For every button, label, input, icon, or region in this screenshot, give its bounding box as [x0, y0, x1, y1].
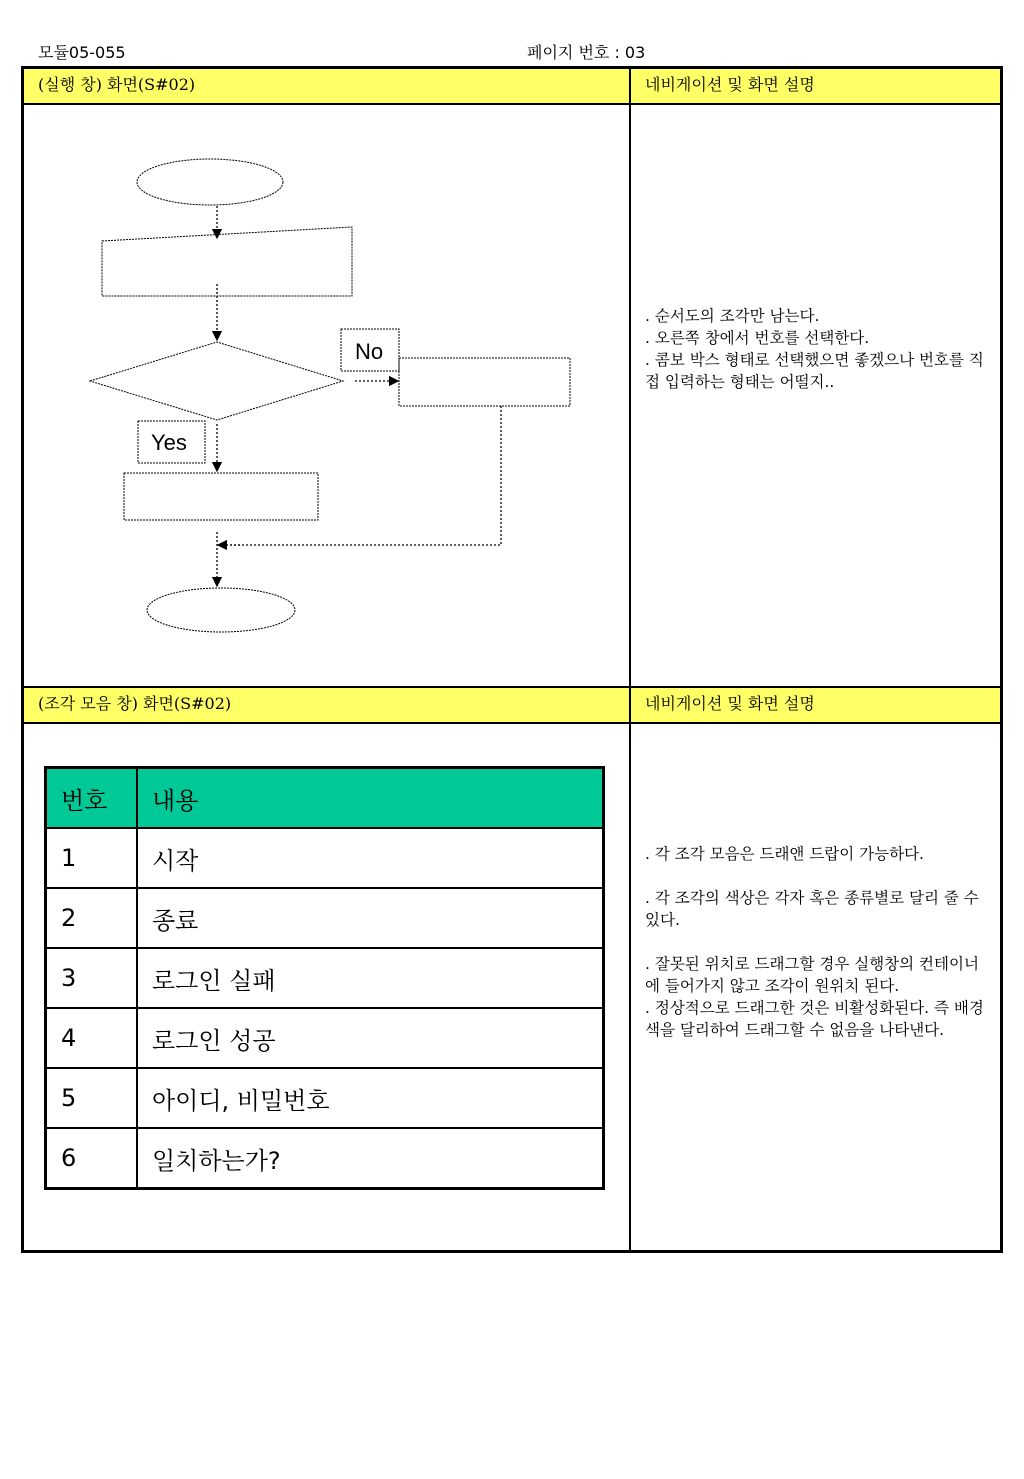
top-desc-line: . 콤보 박스 형태로 선택했으면 좋겠으나 번호를 직접 입력하는 형태는 어떨지.. [645, 351, 984, 391]
end-terminal-shape [147, 588, 295, 632]
piece-content[interactable]: 로그인 성공 [137, 1008, 604, 1068]
yes-branch-process-shape [124, 473, 318, 520]
bottom-desc-para: . 각 조각 모음은 드래앤 드랍이 가능하다. [645, 845, 924, 863]
page-number: 페이지 번호 : 03 [527, 43, 646, 62]
start-terminal-shape [137, 159, 283, 205]
column-header-number: 번호 [46, 768, 138, 829]
pieces-table [44, 766, 605, 1190]
top-desc-line: . 오른쪽 창에서 번호를 선택한다. [645, 329, 870, 347]
table-row[interactable] [46, 888, 604, 948]
piece-number: 5 [46, 1068, 138, 1128]
piece-content[interactable]: 종료 [137, 888, 604, 948]
piece-number: 1 [46, 828, 138, 888]
piece-content[interactable]: 아이디, 비밀번호 [137, 1068, 604, 1128]
piece-number: 2 [46, 888, 138, 948]
bottom-description [645, 843, 985, 1041]
piece-content[interactable]: 로그인 실패 [137, 948, 604, 1008]
piece-content[interactable]: 시작 [137, 828, 604, 888]
no-label: No [355, 339, 384, 364]
table-row[interactable] [46, 1068, 604, 1128]
top-description [645, 305, 990, 393]
input-parallelogram-shape [102, 227, 352, 296]
piece-number: 6 [46, 1128, 138, 1189]
column-header-content: 내용 [137, 768, 604, 829]
module-id: 모듈05-055 [38, 43, 126, 62]
table-row[interactable] [46, 948, 604, 1008]
table-header-row [46, 768, 604, 829]
loop-back-path [224, 406, 501, 545]
yes-label: Yes [151, 430, 187, 455]
piece-content[interactable]: 일치하는가? [137, 1128, 604, 1189]
run-window-title: (실행 창) 화면(S#02) [24, 69, 629, 105]
table-row[interactable] [46, 1128, 604, 1189]
no-branch-process-shape [399, 358, 570, 406]
top-desc-line: . 순서도의 조각만 남는다. [645, 307, 820, 325]
nav-description-title-top: 네비게이션 및 화면 설명 [631, 69, 1000, 105]
bottom-desc-para: . 각 조각의 색상은 각자 혹은 종류별로 달리 줄 수 있다. [645, 889, 979, 929]
piece-number: 4 [46, 1008, 138, 1068]
table-row[interactable] [46, 828, 604, 888]
decision-diamond-shape [90, 342, 343, 420]
piece-window-title: (조각 모음 창) 화면(S#02) [24, 686, 629, 724]
nav-description-title-bottom: 네비게이션 및 화면 설명 [631, 686, 1000, 724]
table-row[interactable] [46, 1008, 604, 1068]
bottom-desc-para: . 잘못된 위치로 드래그할 경우 실행창의 컨테이너에 들어가지 않고 조각이 원위치 된다. . 정상적으로 드래그한 것은 비활성화된다. 즉 배경색을 달리하여 드래그할 수 없음을 나타낸다. [645, 955, 984, 1039]
piece-number: 3 [46, 948, 138, 1008]
